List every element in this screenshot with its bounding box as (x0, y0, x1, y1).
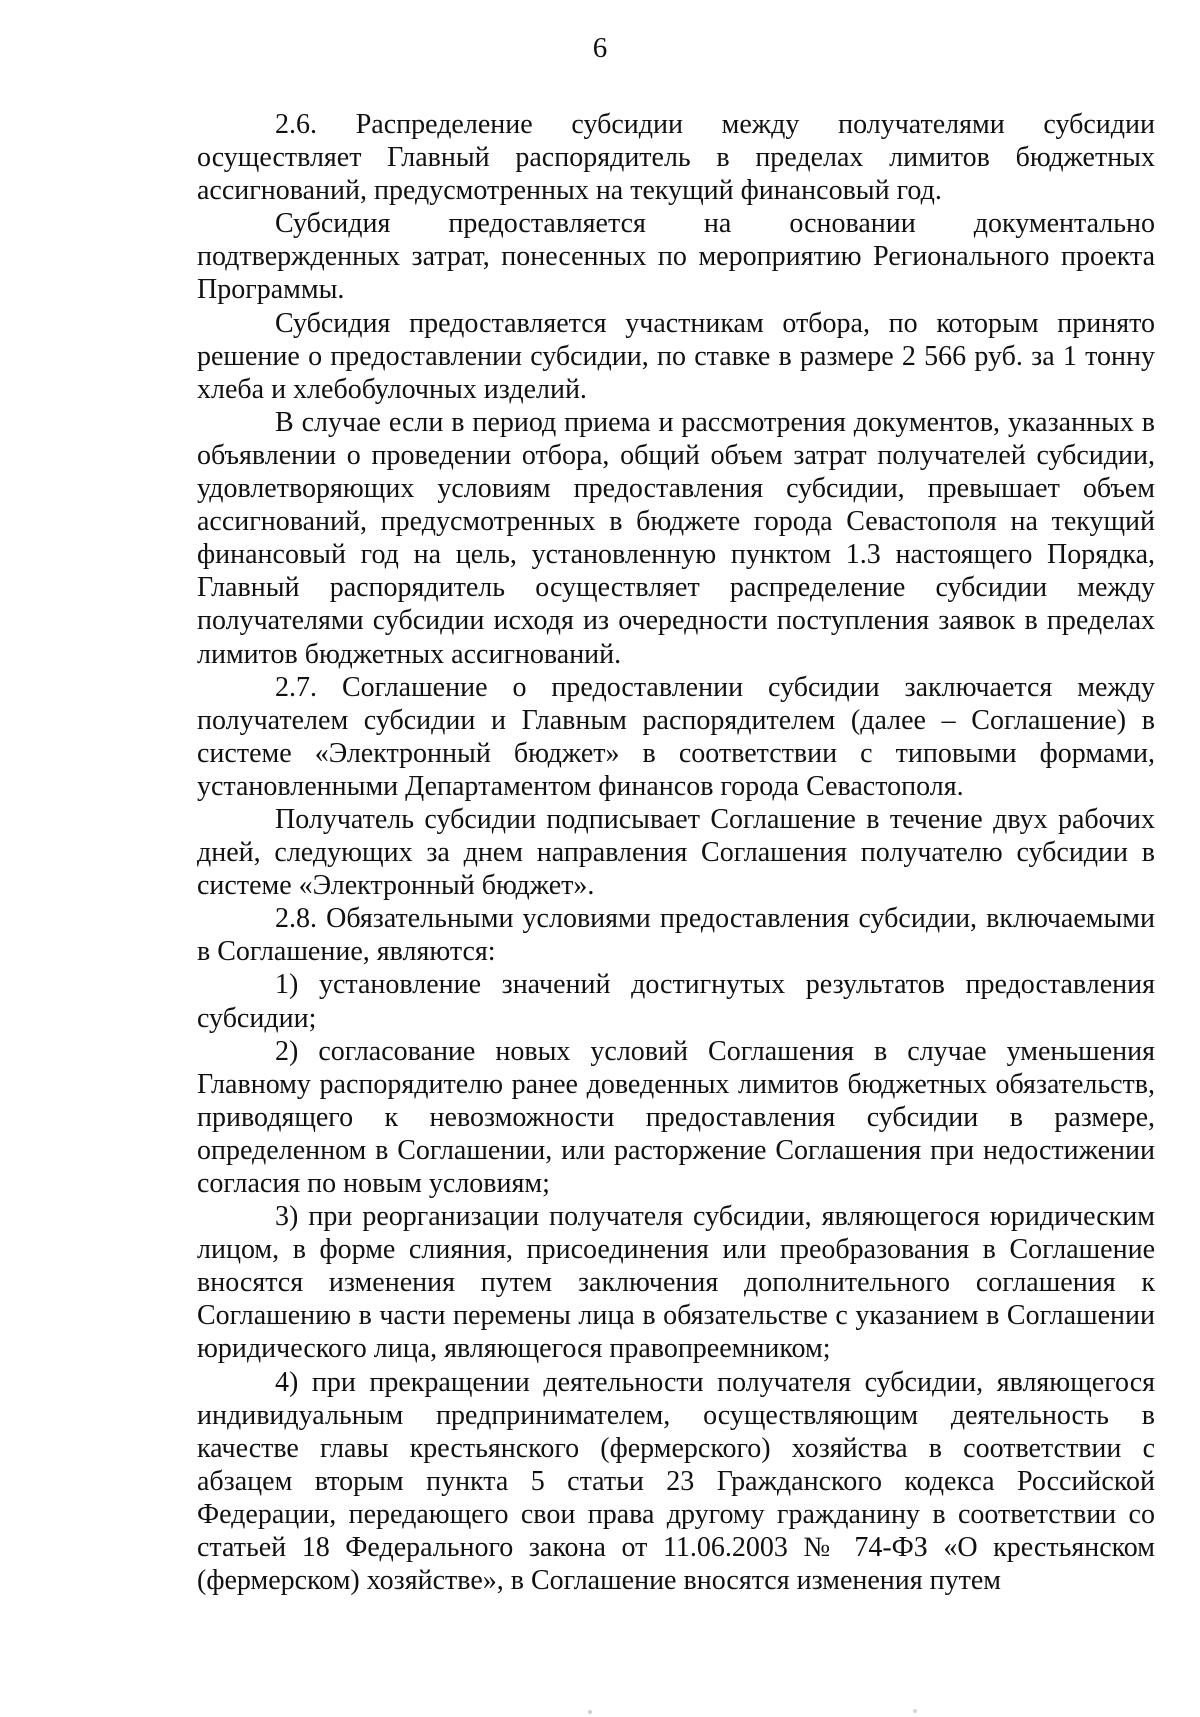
paragraph-2-6: 2.6. Распределение субсидии между получателями субсидии осуществляет Главный распорядитель в пределах лимитов бюджетных ассигнований, предусмотренных на текущий финансовый год. (197, 109, 1155, 207)
paragraph-2-7: 2.7. Соглашение о предоставлении субсидии заключается между получателем субсидии и Главным распорядителем (далее – Соглашение) в системе «Электронный бюджет» в соответствии с типовыми формами, установленными Департаментом финансов города Севастополя. (197, 671, 1155, 802)
list-item-4: 4) при прекращении деятельности получателя субсидии, являющегося индивидуальным предпринимателем, осуществляющим деятельность в качестве главы крестьянского (фермерского) хозяйства в соответствии с абзацем вторым пункта 5 статьи 23 Гражданского кодекса Российской Федерации, передающего свои права другому гражданину в соответствии со статьей 18 Федерального закона от 11.06.2003 № 74-ФЗ «О крестьянском (фермерском) хозяйстве», в Соглашение вносятся изменения путем (197, 1366, 1155, 1597)
paragraph-subsidy-basis: Субсидия предоставляется на основании документально подтвержденных затрат, понесенных по мероприятию Регионального проекта Программы. (197, 208, 1155, 306)
list-item-1: 1) установление значений достигнутых результатов предоставления субсидии; (197, 969, 1155, 1034)
document-body (197, 108, 1155, 1597)
paragraph-signing-term: Получатель субсидии подписывает Соглашение в течение двух рабочих дней, следующих за днем направления Соглашения получателю субсидии в системе «Электронный бюджет». (197, 803, 1155, 902)
list-item-2: 2) согласование новых условий Соглашения в случае уменьшения Главному распорядителю ранее доведенных лимитов бюджетных обязательств, приводящего к невозможности предоставления субсидии в размере, определенном в Соглашении, или расторжение Соглашения при недостижении согласия по новым условиям; (197, 1035, 1155, 1199)
paragraph-2-8: 2.8. Обязательными условиями предоставления субсидии, включаемыми в Соглашение, являются: (197, 903, 1155, 968)
list-item-3: 3) при реорганизации получателя субсидии, являющегося юридическим лицом, в форме слияния, присоединения или преобразования в Соглашение вносятся изменения путем заключения дополнительного соглашения к Соглашению в части перемены лица в обязательстве с указанием в Соглашении юридического лица, являющегося правопреемником; (197, 1201, 1155, 1365)
paragraph-subsidy-rate: Субсидия предоставляется участникам отбора, по которым принято решение о предоставлении субсидии, по ставке в размере 2 566 руб. за 1 тонну хлеба и хлебобулочных изделий. (197, 307, 1155, 405)
paragraph-distribution-case: В случае если в период приема и рассмотрения документов, указанных в объявлении о проведении отбора, общий объем затрат получателей субсидии, удовлетворяющих условиям предоставления субсидии, превышает объем ассигнований, предусмотренных в бюджете города Севастополя на текущий финансовый год на цель, установленную пунктом 1.3 настоящего Порядка, Главный распорядитель осуществляет распределение субсидии между получателями субсидии исходя из очередности поступления заявок в пределах лимитов бюджетных ассигнований. (197, 406, 1155, 670)
page-number: 6 (592, 32, 608, 64)
